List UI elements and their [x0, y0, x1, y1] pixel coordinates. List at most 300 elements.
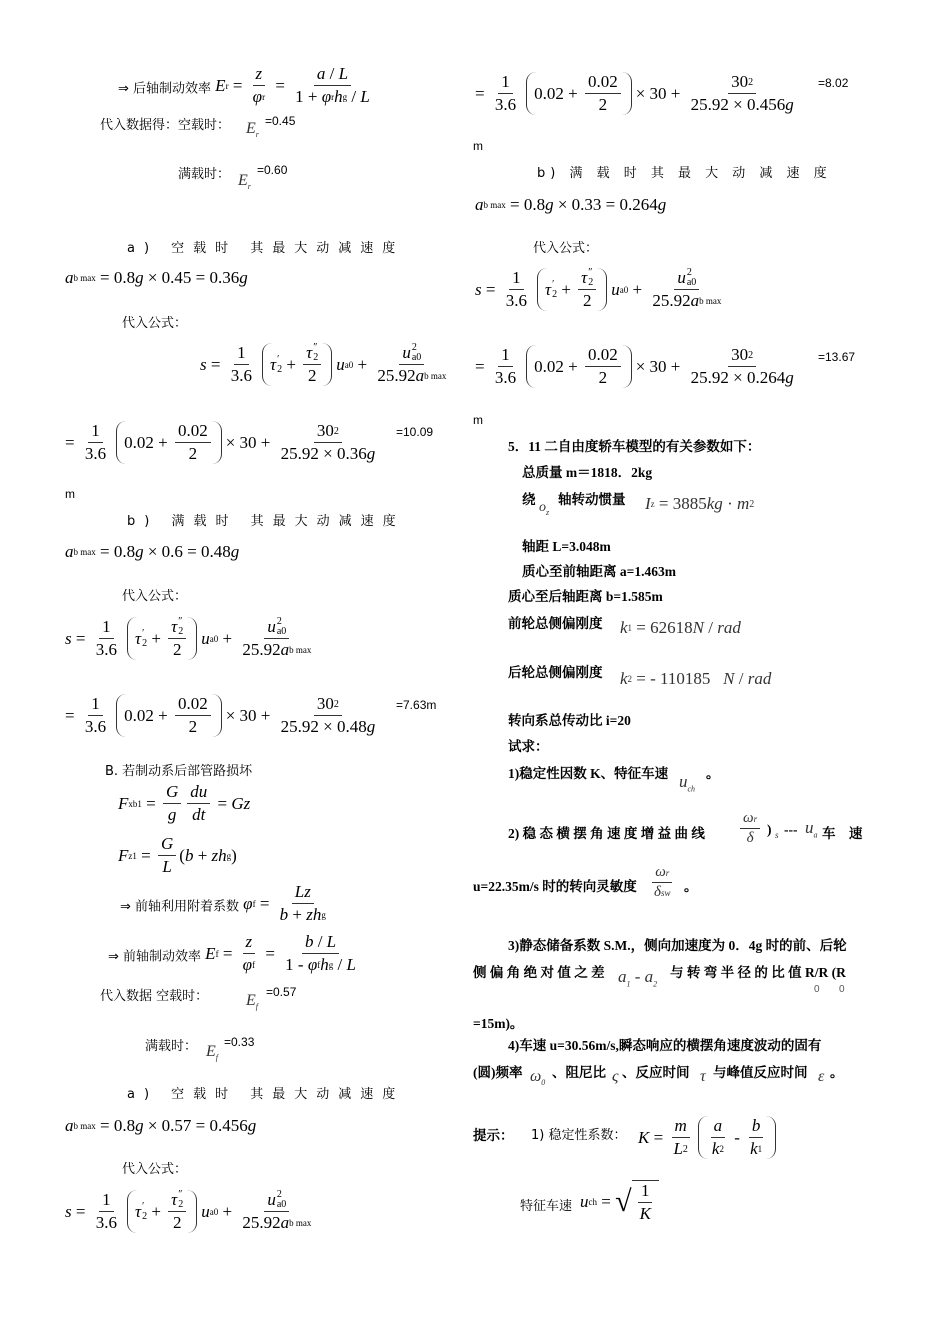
math-variable: g: [167, 805, 177, 824]
math-text: = 0.8: [95, 1116, 136, 1135]
question-1: 1)稳定性因数 K、特征车速: [508, 766, 669, 781]
math-variable: g: [230, 542, 240, 561]
math-text: /: [347, 87, 361, 106]
denominator: [170, 1212, 185, 1233]
math-variable: L: [673, 1139, 683, 1158]
denominator: [649, 290, 724, 311]
math-variable: 30: [316, 694, 334, 713]
math-text: +: [218, 628, 237, 648]
math-variable: u: [402, 343, 411, 362]
numerator: [168, 1190, 186, 1212]
math-variable: φ: [307, 955, 318, 974]
math-text: /: [734, 669, 748, 688]
math-text: 3.6: [95, 1213, 117, 1232]
math-variable: g: [366, 717, 376, 736]
math-variable: k: [750, 1139, 758, 1158]
math-text: 1: [237, 343, 246, 362]
math-text: 1 +: [295, 87, 322, 106]
math-variable: τ: [171, 1190, 178, 1209]
math-text: 25.92 × 0.48: [280, 717, 367, 736]
denominator: [688, 94, 797, 115]
fraction: [187, 782, 210, 825]
math-text: × 0.33 = 0.264: [553, 195, 658, 214]
sub-sup: [178, 1190, 183, 1210]
math-text: 0.02 +: [534, 356, 582, 376]
question-2: 2) 稳 态 横 摆 角 速 度 增 益 曲 线: [508, 826, 705, 841]
sub: f: [215, 1053, 219, 1063]
fraction: [163, 782, 181, 825]
numerator: [711, 1116, 726, 1138]
q3-mid: 与 转 弯 半 径 的 比 值 R/R (R: [670, 965, 846, 980]
zeta-variable: ς: [612, 1068, 619, 1085]
square-root: [615, 1180, 659, 1224]
rear-efficiency-label: ⇒ 后轴制动效率: [118, 81, 212, 97]
numerator: [585, 72, 621, 94]
param-b-distance: 质心至后轴距离 b=1.585m: [508, 589, 663, 604]
numerator: [314, 421, 342, 443]
math-variable: a: [280, 1213, 290, 1232]
subscript: 1: [757, 1144, 763, 1154]
math-text: =: [261, 943, 280, 963]
denominator: [278, 716, 379, 737]
subscript: b max: [424, 371, 447, 381]
front-adhesion-label: ⇒ 前轴利用附着系数: [120, 899, 240, 915]
calc-formula: [475, 345, 800, 388]
denominator: [282, 954, 359, 975]
hint-label: 提示：: [473, 1128, 514, 1143]
result-value: =10.09: [396, 425, 434, 439]
epsilon-variable: ε: [818, 1068, 825, 1085]
k1-formula: [620, 618, 741, 638]
fraction: [168, 1190, 186, 1233]
math-text: = 3885: [654, 494, 707, 513]
rear-efficiency-formula: [215, 64, 376, 107]
uch-formula: [580, 1180, 659, 1224]
var: E: [246, 992, 256, 1009]
fraction: [278, 421, 379, 464]
math-text: 3.6: [494, 368, 517, 387]
numerator: [234, 343, 249, 365]
sub-sup: [277, 617, 286, 637]
numerator: [303, 343, 321, 365]
slip-angle-diff: $a_1 - a_2$: [618, 967, 658, 989]
fraction: [747, 1116, 765, 1159]
denominator: [82, 716, 109, 737]
var: E: [206, 1043, 216, 1060]
math-text: × 30 +: [225, 432, 275, 452]
numerator: [638, 1181, 653, 1203]
math-variable: N: [692, 618, 704, 637]
numerator: [253, 64, 266, 86]
question-3: 3)静态储备系数 S.M.，侧向加速度为 0．4g 时的前、后轮: [508, 938, 847, 953]
math-variable: u: [201, 1201, 210, 1221]
math-text: × 0.57 = 0.456: [143, 1116, 248, 1135]
math-text: 1: [102, 617, 111, 636]
numerator: [314, 694, 342, 716]
denominator: [186, 443, 201, 464]
math-text: =: [228, 75, 247, 95]
subscript: a0: [619, 284, 629, 295]
math-variable: F: [118, 793, 129, 813]
math-variable: a: [713, 1116, 723, 1135]
math-variable: G: [160, 834, 174, 853]
subscript: b max: [699, 296, 722, 306]
math-variable: 30: [731, 72, 749, 91]
subscript: f: [317, 960, 321, 970]
subscript: r: [331, 92, 335, 102]
superscript: 2: [276, 616, 282, 627]
math-variable: a: [475, 195, 484, 214]
subscript: 2: [588, 277, 594, 288]
math-text: =: [475, 356, 489, 376]
numerator: [399, 343, 424, 365]
numerator: [314, 64, 351, 86]
denominator: [93, 639, 120, 660]
subscript: a0: [209, 1206, 219, 1217]
fraction: [585, 345, 621, 388]
parenthesized-group: [698, 1116, 776, 1159]
subscript: b max: [483, 200, 506, 210]
fraction: [709, 1116, 727, 1159]
front-adhesion-line: [120, 882, 332, 925]
numerator: [88, 421, 103, 443]
var: E: [238, 172, 248, 189]
math-text: /: [333, 955, 347, 974]
math-variable: φ: [242, 955, 253, 974]
math-variable: du: [190, 782, 208, 801]
q2-end: 车 速: [822, 826, 868, 841]
heading-a-empty: a) 空载时 其最大动减速度: [127, 1087, 405, 1102]
q2-line2: u=22.35m/s 时的转向灵敏度: [473, 879, 637, 894]
fraction: [585, 72, 621, 115]
q2-paren: ): [767, 822, 772, 837]
math-variable: g: [785, 368, 794, 387]
numerator: [158, 834, 176, 856]
math-variable: a: [690, 291, 700, 310]
math-variable: k: [620, 669, 628, 688]
empty-er-value: =0.45: [265, 114, 296, 128]
math-variable: K: [638, 1127, 650, 1147]
subscript: 2: [277, 363, 283, 375]
math-text: = 0.8: [95, 542, 136, 561]
fraction: [239, 1190, 314, 1233]
math-text: 0.02: [177, 421, 208, 440]
math-variable: g: [247, 1116, 257, 1135]
subscript: f: [215, 948, 219, 959]
q4-damping-label: 、阻尼比: [552, 1065, 606, 1080]
math-text: 0.02: [587, 72, 618, 91]
subscript: z1: [128, 850, 137, 861]
sub-sup: [277, 1190, 286, 1210]
math-text: = 62618: [632, 618, 693, 637]
fraction: [82, 421, 109, 464]
problem-title: 5．11 二自由度轿车模型的有关参数如下：: [508, 439, 761, 454]
superscript: 2: [748, 349, 754, 361]
numerator: [728, 345, 756, 367]
numerator: [264, 1190, 289, 1212]
fraction: [168, 617, 186, 660]
math-text: =: [475, 83, 489, 103]
fraction: [93, 617, 120, 660]
denominator: [670, 1138, 690, 1159]
math-variable: m: [736, 494, 750, 513]
uch-variable: $u_{ch}$: [679, 772, 696, 794]
superscript: ″: [313, 342, 318, 353]
math-variable: s: [200, 354, 207, 374]
inertia-label: 绕: [522, 492, 536, 507]
full-load-label: 满载时：: [145, 1039, 198, 1054]
subscript: b max: [73, 547, 96, 557]
numerator: [498, 345, 513, 367]
math-variable: g: [366, 444, 376, 463]
abmax-formula: [65, 542, 239, 562]
fraction: [740, 810, 760, 847]
math-variable: 30: [316, 421, 334, 440]
superscript: 2: [411, 342, 417, 353]
math-variable: b: [751, 1116, 761, 1135]
result-value: =8.02: [818, 76, 849, 90]
math-text: 25.92: [377, 366, 416, 385]
fraction: [374, 343, 449, 386]
fraction: [250, 64, 268, 107]
superscript: 2: [686, 267, 692, 278]
math-text: 1: [640, 1181, 650, 1200]
math-text: 0.02 +: [124, 705, 172, 725]
numerator: [243, 932, 256, 954]
math-text: 25.92: [652, 291, 691, 310]
denominator: [170, 639, 185, 660]
math-text: × 0.6 = 0.48: [143, 542, 231, 561]
numerator: [163, 782, 181, 804]
denominator: [165, 804, 180, 825]
denominator: [93, 1212, 120, 1233]
math-text: /: [703, 618, 718, 637]
math-text: 25.92: [242, 640, 281, 659]
numerator: [674, 268, 699, 290]
math-variable: a: [65, 1116, 74, 1135]
numerator: ω r: [652, 864, 672, 883]
superscript: ′: [277, 353, 280, 365]
subscript: z: [650, 499, 655, 509]
parenthesized-group: [537, 268, 607, 311]
k2-label: 后轮总侧偏刚度: [508, 665, 603, 680]
math-variable: a: [65, 542, 74, 561]
math-variable: b: [279, 905, 289, 924]
radicand: [632, 1180, 659, 1224]
math-variable: g: [785, 95, 794, 114]
formula-label: 代入公式：: [533, 241, 599, 256]
math-text: =: [141, 793, 160, 813]
fraction: [688, 345, 797, 388]
math-text: 3.6: [84, 717, 107, 736]
math-text: 2: [598, 95, 608, 114]
fraction: [93, 1190, 120, 1233]
rear-efficiency-line: [118, 64, 376, 107]
math-text: × 30 +: [635, 83, 685, 103]
sub-sup: [313, 343, 318, 363]
subscript: 2: [178, 626, 184, 637]
math-variable: g: [239, 268, 248, 287]
math-text: ): [231, 845, 237, 865]
tau-variable: τ: [700, 1068, 706, 1085]
numerator: [585, 345, 621, 367]
denominator: δ: [746, 830, 754, 846]
math-variable: z: [255, 64, 263, 83]
param-mass: 总质量 m＝1818．2kg: [522, 465, 653, 480]
abmax-formula: [65, 1116, 256, 1136]
parenthesized-group: [127, 617, 197, 660]
denominator: [305, 365, 320, 386]
q4-response-label: 、反应时间: [622, 1065, 690, 1080]
param-a-distance: 质心至前轴距离 a=1.463m: [522, 564, 676, 579]
math-text: 1: [102, 1190, 111, 1209]
fraction: [651, 864, 674, 901]
denominator: [239, 639, 314, 660]
unit-label: m: [473, 413, 483, 427]
fraction: [175, 421, 211, 464]
superscript: 2: [276, 1189, 282, 1200]
math-variable: φ: [321, 87, 332, 106]
er-variable: [246, 120, 259, 139]
result-value: =7.63m: [396, 698, 437, 712]
math-variable: K: [639, 1204, 651, 1223]
denominator: [492, 94, 519, 115]
q3-line2: 侧 偏 角 绝 对 值 之 差: [473, 965, 605, 980]
param-steer-ratio: 转向系总传动比 i=20: [508, 713, 631, 728]
q4-peak-label: 与峰值反应时间: [713, 1065, 808, 1080]
math-text: = 0.8: [95, 268, 136, 287]
denominator: [688, 367, 797, 388]
subscript: a0: [276, 626, 287, 637]
numerator: [728, 72, 756, 94]
subscript: 2: [719, 1144, 724, 1154]
math-text: =: [481, 279, 500, 299]
math-text: =: [649, 1127, 668, 1147]
result-value: =13.67: [818, 350, 856, 364]
math-variable: g: [545, 195, 554, 214]
heading-a-empty: a) 空载时 其最大动减速度: [127, 241, 405, 256]
fraction: [637, 1181, 654, 1224]
subscript: b max: [289, 1218, 312, 1228]
denominator: [596, 367, 611, 388]
denominator: [374, 365, 449, 386]
subscript: a0: [686, 277, 697, 288]
math-text: =: [65, 705, 79, 725]
math-text: 1: [501, 72, 510, 91]
math-variable: dt: [192, 805, 206, 824]
braking-distance-formula: [475, 268, 727, 311]
full-er-value: =0.60: [257, 163, 288, 177]
fraction: [492, 345, 519, 388]
math-variable: zh: [306, 905, 322, 924]
fraction: [228, 343, 255, 386]
math-text: +: [147, 628, 166, 648]
math-text: +: [557, 279, 576, 299]
numerator: [175, 421, 211, 443]
superscript: 2: [748, 76, 754, 88]
math-variable: τ: [544, 279, 552, 299]
question-4: 4)车速 u=30.56m/s,瞬态响应的横摆角速度波动的固有: [508, 1038, 822, 1053]
superscript: ′: [552, 278, 555, 290]
denominator: [159, 856, 174, 877]
er-variable: [238, 172, 251, 191]
math-variable: h: [334, 87, 343, 106]
subscript: 2: [627, 674, 633, 684]
braking-distance-formula: [200, 343, 452, 386]
numerator: [168, 617, 186, 639]
parenthesized-group: [127, 1190, 197, 1233]
math-text: 2: [598, 368, 608, 387]
math-text: /: [313, 932, 327, 951]
sub: r: [255, 130, 259, 140]
math-variable: k: [711, 1139, 720, 1158]
math-variable: a: [65, 268, 74, 287]
math-text: 25.92 × 0.36: [280, 444, 367, 463]
math-variable: rad: [747, 669, 772, 688]
numerator: [302, 932, 339, 954]
numerator: [99, 1190, 114, 1212]
math-variable: G: [165, 782, 179, 801]
math-text: =: [218, 943, 237, 963]
fraction: [649, 268, 724, 311]
fraction: [239, 617, 314, 660]
radical-sign: √: [615, 1185, 632, 1218]
denominator: [278, 443, 379, 464]
fraction: [82, 694, 109, 737]
superscript: 2: [333, 425, 339, 437]
math-text: +: [288, 905, 307, 924]
math-variable: s: [65, 1201, 72, 1221]
parenthesized-group: [526, 345, 632, 388]
numerator: [187, 782, 210, 804]
fraction: [503, 268, 530, 311]
math-text: =: [136, 845, 155, 865]
math-variable: a: [415, 366, 425, 385]
denominator: [240, 954, 258, 975]
denominator: [503, 290, 530, 311]
uch-label: 特征车速: [520, 1199, 573, 1214]
math-text: 0.02: [587, 345, 618, 364]
math-text: 3.6: [84, 444, 107, 463]
oz-variable: [539, 500, 549, 517]
denominator: [292, 86, 373, 107]
q4-end: 。: [830, 1065, 844, 1080]
ua-variable: $u_a$: [805, 818, 818, 840]
superscript: ′: [142, 627, 145, 639]
denominator: [709, 1138, 727, 1159]
subscript: ch: [588, 1197, 597, 1207]
section-b-heading: B. 若制动系后部管路损坏: [105, 764, 253, 779]
yaw-gain-fraction: [737, 810, 763, 847]
math-variable: τ: [269, 354, 277, 374]
fraction: [578, 268, 596, 311]
braking-distance-formula: [65, 617, 317, 660]
empty-ef-value: =0.57: [266, 985, 297, 999]
omega0-variable: $\omega_0$: [530, 1068, 546, 1088]
math-variable: τ: [171, 617, 178, 636]
numerator: [578, 268, 596, 290]
parenthesized-group: [526, 72, 632, 115]
superscript: 2: [682, 1143, 688, 1155]
math-text: 2: [172, 1213, 182, 1232]
subscript: b max: [73, 1121, 96, 1131]
math-variable: L: [162, 857, 172, 876]
sub-sup: [588, 268, 593, 288]
ask-label: 试求：: [508, 739, 549, 754]
parenthesized-group: [116, 421, 222, 464]
subscript: 1: [627, 623, 633, 633]
math-text: 1: [91, 694, 100, 713]
